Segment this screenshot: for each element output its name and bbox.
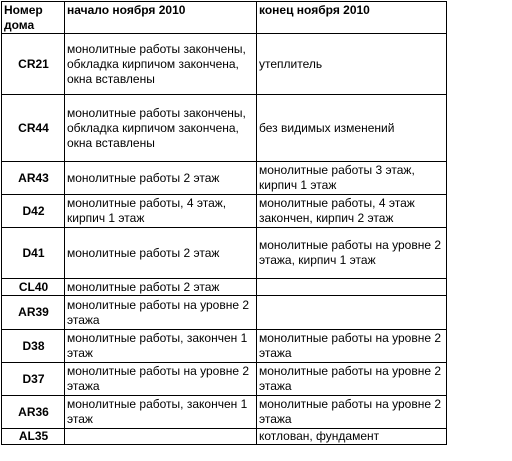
start-status-cell: монолитные работы 2 этаж: [65, 228, 257, 279]
end-status-cell: без видимых изменений: [257, 95, 447, 162]
header-house-number: Номер дома: [2, 2, 65, 34]
end-status-cell: [257, 296, 447, 330]
house-cell: AR43: [2, 162, 65, 195]
house-cell: AR39: [2, 296, 65, 330]
start-status-cell: монолитные работы на уровне 2 этажа: [65, 363, 257, 396]
house-cell: CR44: [2, 95, 65, 162]
house-cell: D37: [2, 363, 65, 396]
header-end-november: конец ноября 2010: [257, 2, 447, 34]
start-status-cell: монолитные работы на уровне 2 этажа: [65, 296, 257, 330]
table-row: [2, 296, 447, 330]
header-row: [2, 2, 447, 34]
house-cell: D41: [2, 228, 65, 279]
table-row: [2, 34, 447, 95]
end-status-cell: монолитные работы на уровне 2 этажа, кирпич 1 этаж: [257, 228, 447, 279]
start-status-cell: монолитные работы 2 этаж: [65, 279, 257, 296]
start-status-cell: монолитные работы, закончен 1 этаж: [65, 330, 257, 363]
house-cell: CL40: [2, 279, 65, 296]
table-row: [2, 162, 447, 195]
start-status-cell: монолитные работы закончены, обкладка кирпичом закончена, окна вставлены: [65, 34, 257, 95]
end-status-cell: монолитные работы на уровне 2 этажа: [257, 396, 447, 429]
end-status-cell: [257, 279, 447, 296]
header-start-november: начало ноября 2010: [65, 2, 257, 34]
table-row: [2, 95, 447, 162]
house-cell: D42: [2, 195, 65, 228]
start-status-cell: [65, 429, 257, 445]
end-status-cell: монолитные работы на уровне 2 этажа: [257, 330, 447, 363]
table-row: [2, 363, 447, 396]
end-status-cell: монолитные работы, 4 этаж закончен, кирпич 2 этаж: [257, 195, 447, 228]
start-status-cell: монолитные работы, закончен 1 этаж: [65, 396, 257, 429]
start-status-cell: монолитные работы 2 этаж: [65, 162, 257, 195]
table-row: [2, 330, 447, 363]
table-row: [2, 396, 447, 429]
table-body: [2, 34, 447, 445]
house-cell: AL35: [2, 429, 65, 445]
table-row: [2, 279, 447, 296]
end-status-cell: монолитные работы на уровне 2 этажа: [257, 363, 447, 396]
start-status-cell: монолитные работы закончены, обкладка кирпичом закончена, окна вставлены: [65, 95, 257, 162]
table-row: [2, 195, 447, 228]
construction-status-table: [1, 1, 447, 445]
end-status-cell: монолитные работы 3 этаж, кирпич 1 этаж: [257, 162, 447, 195]
house-cell: D38: [2, 330, 65, 363]
table-row: [2, 228, 447, 279]
end-status-cell: котлован, фундамент: [257, 429, 447, 445]
end-status-cell: утеплитель: [257, 34, 447, 95]
start-status-cell: монолитные работы, 4 этаж, кирпич 1 этаж: [65, 195, 257, 228]
table-row: [2, 429, 447, 445]
house-cell: AR36: [2, 396, 65, 429]
house-cell: CR21: [2, 34, 65, 95]
